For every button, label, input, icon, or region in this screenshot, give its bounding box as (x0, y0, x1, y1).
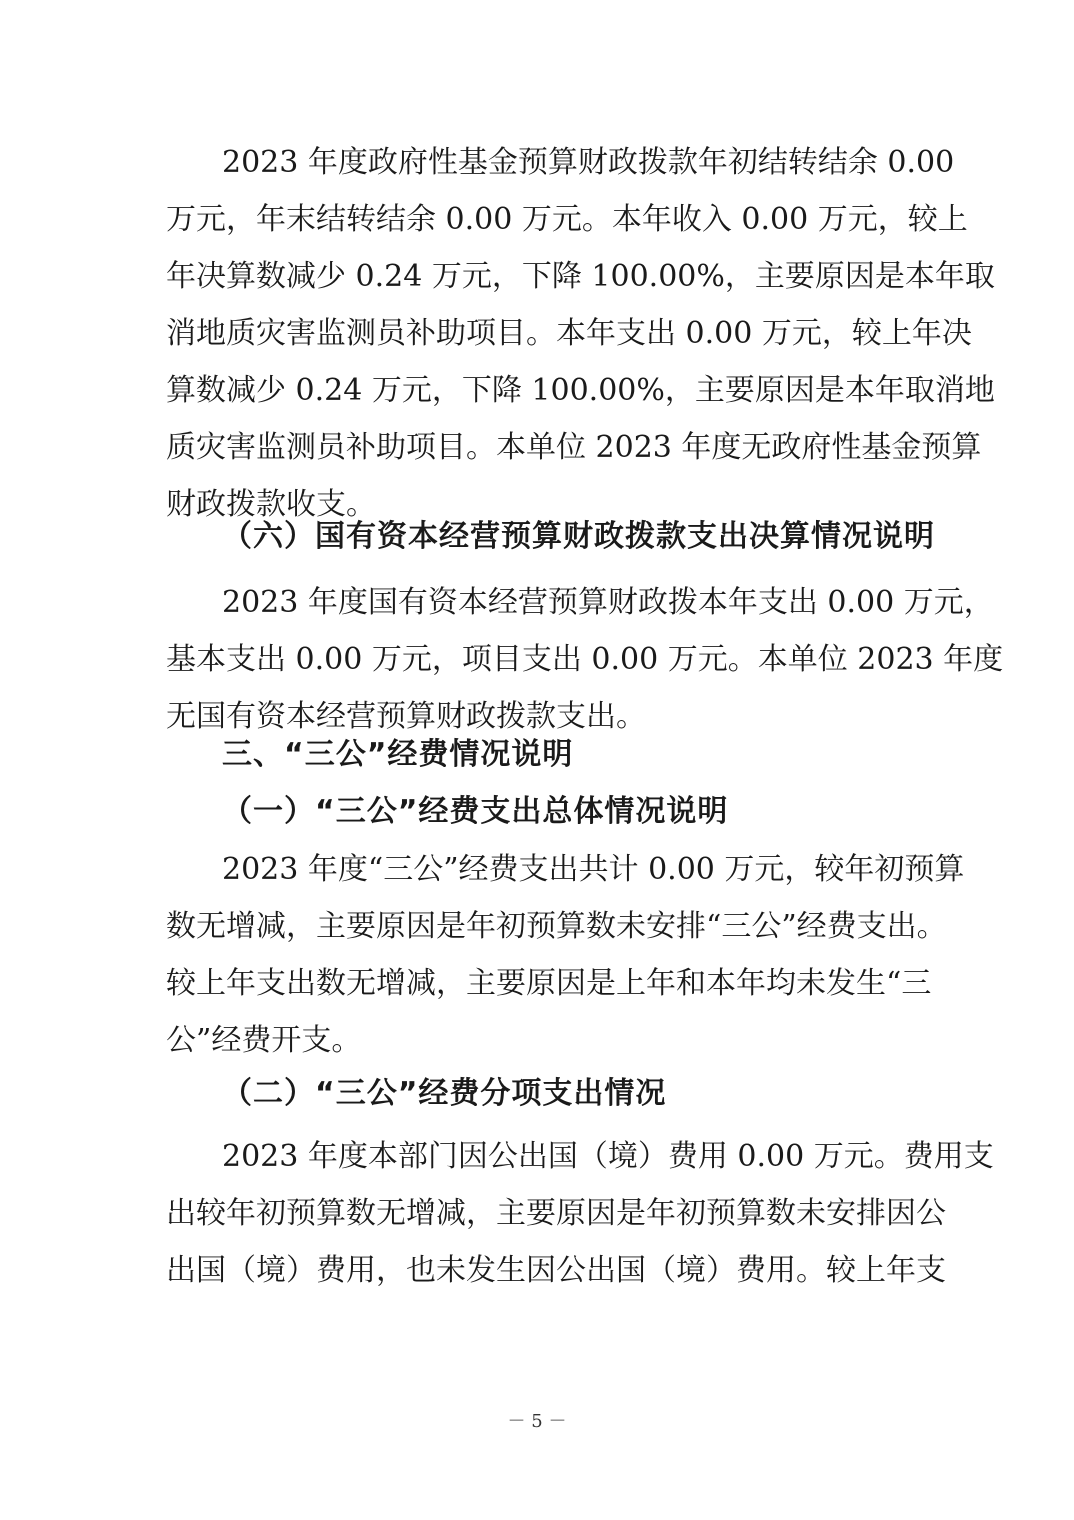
paragraph-line: 算数减少 0.24 万元，下降 100.00%，主要原因是本年取消地 (166, 373, 995, 408)
paragraph-line: 数无增减，主要原因是年初预算数未安排“三公”经费支出。 (166, 909, 947, 944)
paragraph-line: 基本支出 0.00 万元，项目支出 0.00 万元。本单位 2023 年度 (166, 642, 1004, 677)
page-number: － 5 － (507, 1411, 567, 1432)
paragraph-line: 财政拨款收支。 (166, 487, 376, 522)
paragraph-line: 出国（境）费用，也未发生因公出国（境）费用。较上年支 (166, 1253, 946, 1288)
paragraph-line: 出较年初预算数无增减，主要原因是年初预算数未安排因公 (166, 1196, 946, 1231)
paragraph-line: 年决算数减少 0.24 万元，下降 100.00%，主要原因是本年取 (166, 259, 995, 294)
paragraph-line: 2023 年度国有资本经营预算财政拨本年支出 0.00 万元， (222, 585, 994, 620)
paragraph-line: 2023 年度本部门因公出国（境）费用 0.00 万元。费用支 (222, 1139, 994, 1174)
section-heading: （一）“三公”经费支出总体情况说明 (222, 794, 729, 829)
paragraph-line: 万元，年末结转结余 0.00 万元。本年收入 0.00 万元，较上 (166, 202, 968, 237)
chapter-heading: 三、“三公”经费情况说明 (222, 737, 574, 772)
paragraph-line: 质灾害监测员补助项目。本单位 2023 年度无政府性基金预算 (166, 430, 982, 465)
paragraph-line: 较上年支出数无增减，主要原因是上年和本年均未发生“三 (166, 966, 932, 1001)
paragraph-line: 公”经费开支。 (166, 1023, 362, 1058)
paragraph-line: 2023 年度“三公”经费支出共计 0.00 万元，较年初预算 (222, 852, 965, 887)
section-heading: （二）“三公”经费分项支出情况 (222, 1076, 667, 1111)
section-heading: （六）国有资本经营预算财政拨款支出决算情况说明 (222, 519, 935, 554)
paragraph-line: 无国有资本经营预算财政拨款支出。 (166, 699, 646, 734)
paragraph-line: 2023 年度政府性基金预算财政拨款年初结转结余 0.00 (222, 145, 955, 180)
paragraph-line: 消地质灾害监测员补助项目。本年支出 0.00 万元，较上年决 (166, 316, 972, 351)
